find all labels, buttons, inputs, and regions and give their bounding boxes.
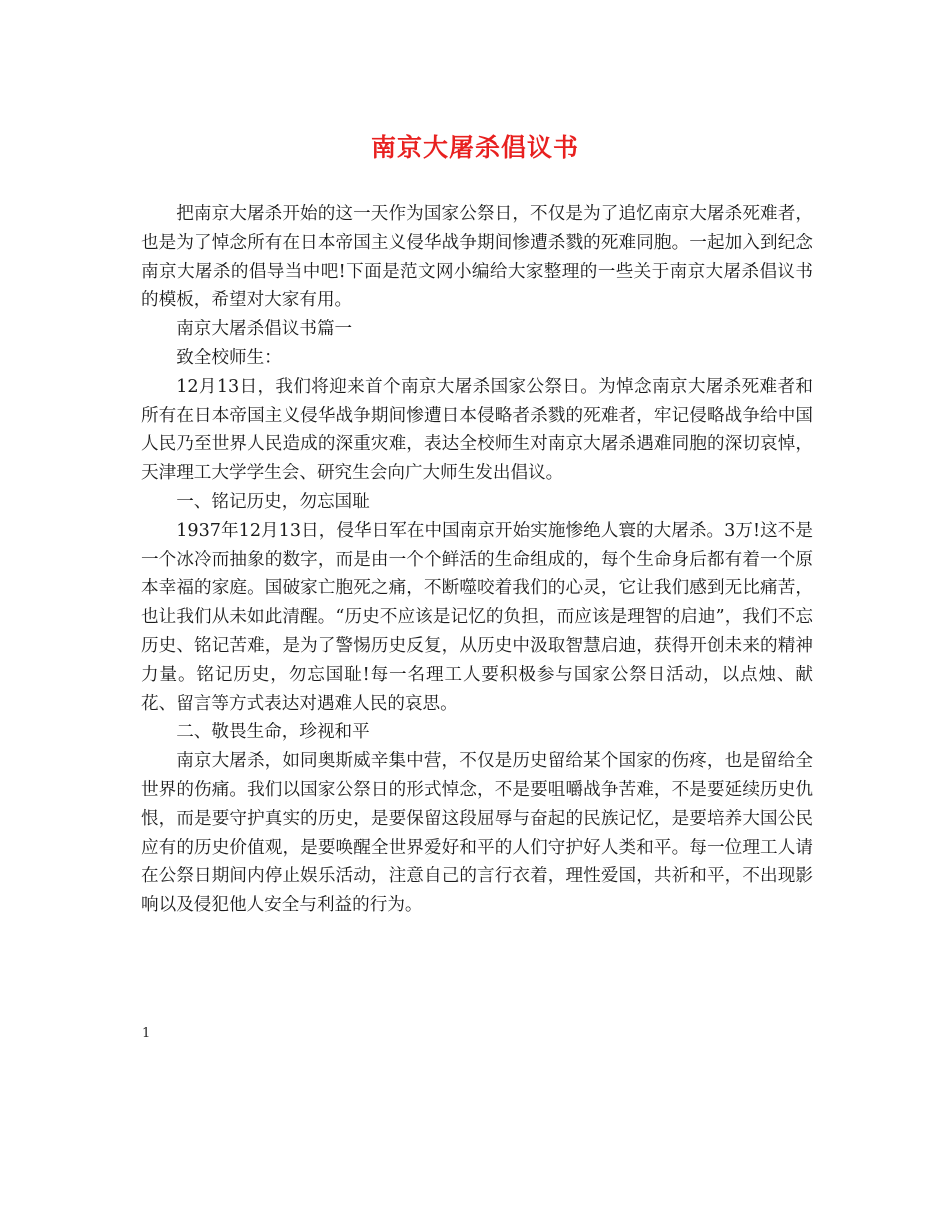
proposal-paragraph: 12月13日，我们将迎来首个南京大屠杀国家公祭日。为悼念南京大屠杀死难者和所有在日本帝国主义侵华战争期间惨遭日本侵略者杀戮的死难者，牢记侵略战争给中国人民乃至世界人民造成的深重灾难，表达全校师生对南京大屠杀遇难同胞的深切哀悼，天津理工大学学生会、研究生会向广大师生发出倡议。	[141, 376, 813, 484]
heading-remember-history: 一、铭记历史，勿忘国耻	[176, 491, 370, 512]
section-heading-part-one: 南京大屠杀倡议书篇一	[176, 319, 353, 340]
document-body	[141, 200, 813, 920]
salutation: 致全校师生：	[176, 347, 282, 368]
document-title: 南京大屠杀倡议书	[370, 133, 579, 162]
intro-paragraph: 把南京大屠杀开始的这一天作为国家公祭日，不仅是为了追忆南京大屠杀死难者，也是为了悼念所有在日本帝国主义侵华战争期间惨遭杀戮的死难同胞。一起加入到纪念南京大屠杀的倡导当中吧!下面是范文网小编给大家整理的一些关于南京大屠杀倡议书的模板，希望对大家有用。	[141, 204, 813, 311]
peace-paragraph: 南京大屠杀，如同奥斯威辛集中营，不仅是历史留给某个国家的伤疼，也是留给全世界的伤痛。我们以国家公祭日的形式悼念，不是要咀嚼战争苦难，不是要延续历史仇恨，而是要守护真实的历史，是要保留这段屈辱与奋起的民族记忆，是要培养大国公民应有的历史价值观，是要唤醒全世界爱好和平的人们守护好人类和平。每一位理工人请在公祭日期间内停止娱乐活动，注意自己的言行衣着，理性爱国，共祈和平，不出现影响以及侵犯他人安全与利益的行为。	[141, 751, 813, 916]
history-paragraph: 1937年12月13日，侵华日军在中国南京开始实施惨绝人寰的大屠杀。3万!这不是一个冰冷而抽象的数字，而是由一个个鲜活的生命组成的，每个生命身后都有着一个原本幸福的家庭。国破家亡胞死之痛，不断噬咬着我们的心灵，它让我们感到无比痛苦，也让我们从未如此清醒。“历史不应该是记忆的负担，而应该是理智的启迪”，我们不忘历史、铭记苦难，是为了警惕历史反复，从历史中汲取智慧启迪，获得开创未来的精神力量。铭记历史，勿忘国耻!每一名理工人要积极参与国家公祭日活动，以点烛、献花、留言等方式表达对遇难人民的哀思。	[141, 520, 813, 714]
heading-cherish-peace: 二、敬畏生命，珍视和平	[176, 722, 370, 743]
page-number: 1	[142, 1026, 151, 1041]
